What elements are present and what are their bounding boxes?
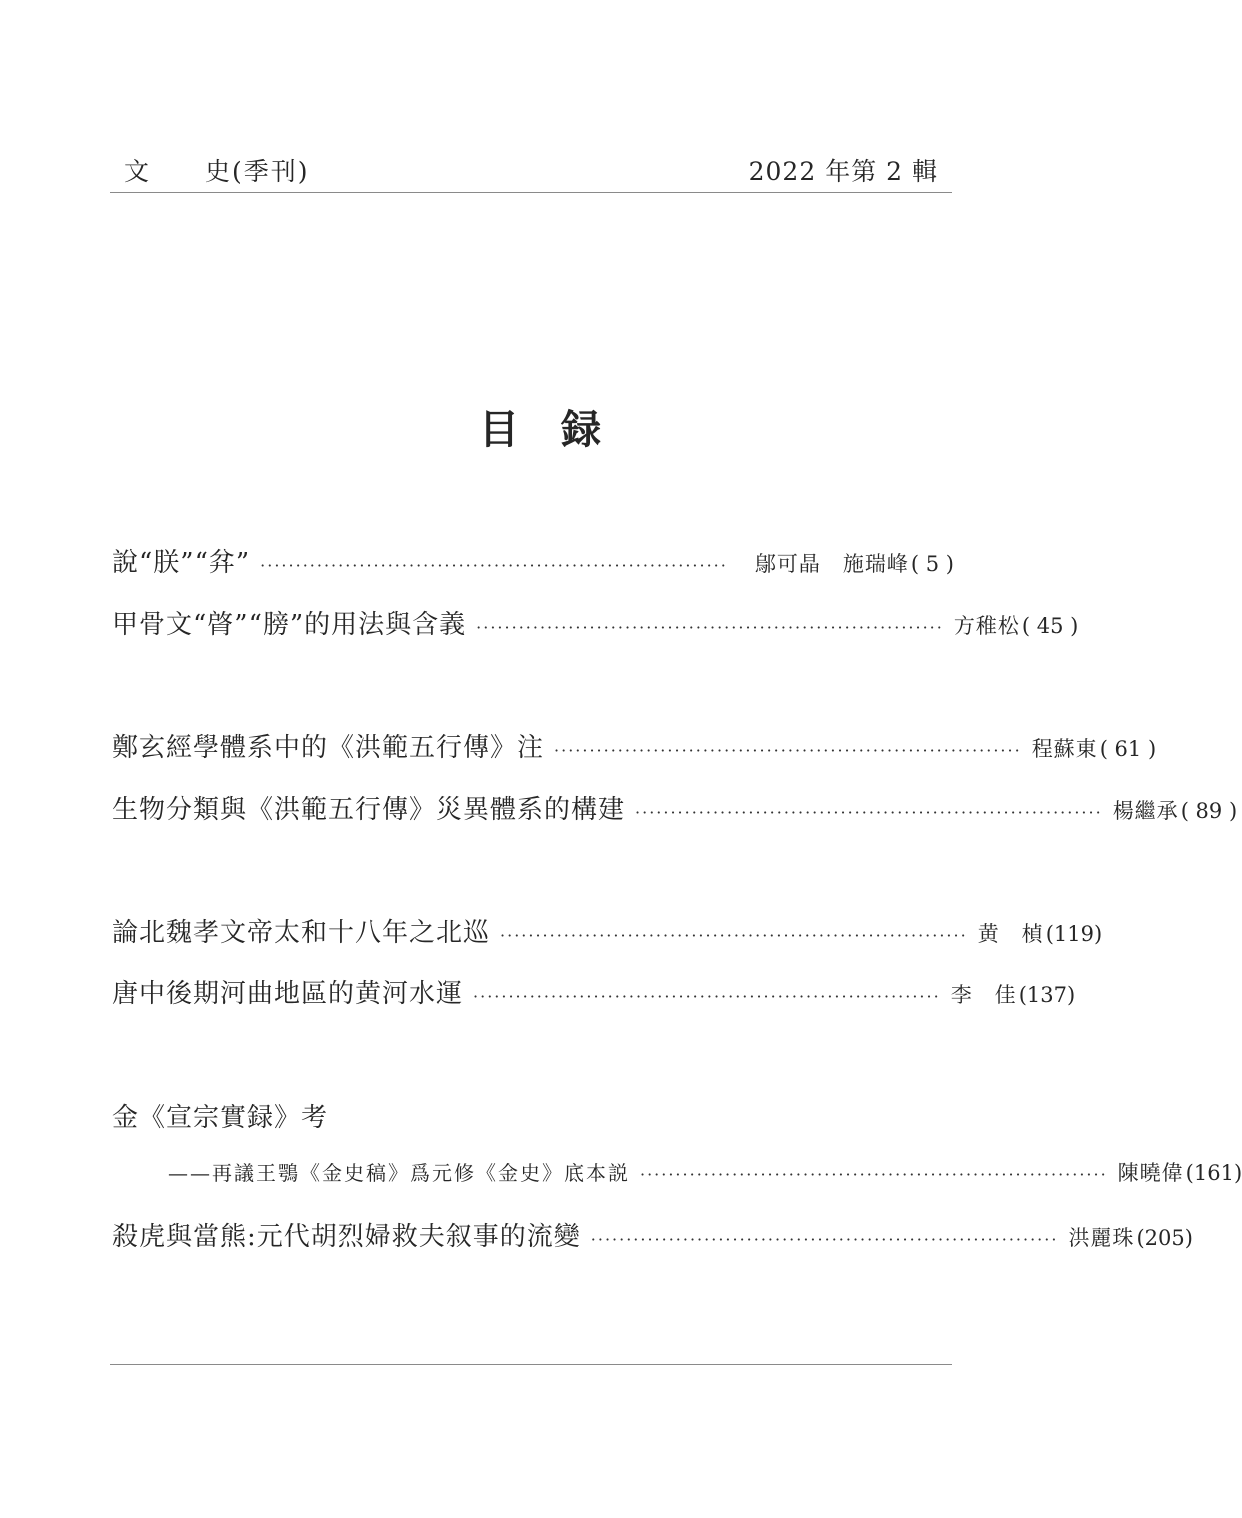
entry-page: ( 61 ): [1099, 737, 1157, 761]
entry-title: 唐中後期河曲地區的黄河水運: [112, 979, 464, 1009]
entry-author: 陳曉偉: [1117, 1161, 1184, 1185]
entry-page: ( 45 ): [1021, 614, 1079, 638]
entry-subtitle: ——再議王鶚《金史稿》爲元修《金史》底本説: [168, 1161, 630, 1185]
leader-dots: ··································································: [500, 926, 968, 945]
journal-name: 文 史(季刊): [124, 157, 310, 186]
entry-author: 程蘇東: [1031, 737, 1098, 761]
leader-dots: ··································································: [635, 803, 1103, 822]
leader-dots: ··································································: [260, 556, 728, 575]
toc-entry-subtitle[interactable]: [168, 1157, 1242, 1197]
toc-entry[interactable]: [112, 604, 1079, 644]
toc-entry[interactable]: [112, 727, 1157, 767]
footer-rule: [110, 1364, 952, 1365]
leader-dots: ··································································: [476, 618, 944, 637]
entry-author: 鄔可晶 施瑞峰: [754, 552, 909, 576]
entry-page: ( 89 ): [1180, 799, 1238, 823]
header-rule: [110, 192, 952, 193]
entry-page: ( 5 ): [910, 552, 954, 576]
entry-page: (137): [1018, 983, 1076, 1007]
entry-title: 殺虎與當熊:元代胡烈婦救夫叙事的流變: [112, 1222, 581, 1252]
toc-entry[interactable]: [112, 542, 954, 582]
entry-author: 方稚松: [953, 614, 1020, 638]
entry-title: 生物分類與《洪範五行傳》災異體系的構建: [112, 795, 626, 825]
issue-number: 2022 年第 2 輯: [748, 157, 938, 186]
toc-entry[interactable]: [112, 789, 1238, 829]
entry-page: (205): [1136, 1226, 1193, 1250]
running-header: [110, 148, 952, 188]
entry-author: 洪麗珠: [1068, 1226, 1135, 1250]
toc-entry[interactable]: [112, 1216, 1193, 1256]
entry-title: 論北魏孝文帝太和十八年之北巡: [112, 918, 491, 948]
leader-dots: ··································································: [590, 1230, 1059, 1249]
toc-entry-title-only[interactable]: 金《宣宗實録》考: [112, 1103, 329, 1133]
entry-author: 李 佳: [950, 983, 1017, 1007]
entry-page: (161): [1185, 1161, 1242, 1185]
toc-entry[interactable]: [112, 973, 1076, 1013]
entry-title: 鄭玄經學體系中的《洪範五行傳》注: [112, 733, 545, 763]
entry-author: 楊繼承: [1112, 799, 1179, 823]
toc-entry[interactable]: [112, 912, 1103, 952]
entry-page: (119): [1045, 922, 1103, 946]
leader-dots: ··································································: [473, 987, 941, 1006]
toc-heading: 目録: [479, 406, 643, 453]
leader-dots: ··································································: [554, 741, 1022, 760]
leader-dots: ··································································: [640, 1165, 1108, 1184]
entry-title: 說“朕”“弅”: [112, 548, 251, 578]
entry-title: 甲骨文“䏿”“膀”的用法與含義: [112, 610, 467, 640]
entry-author: 黄 楨: [977, 922, 1044, 946]
